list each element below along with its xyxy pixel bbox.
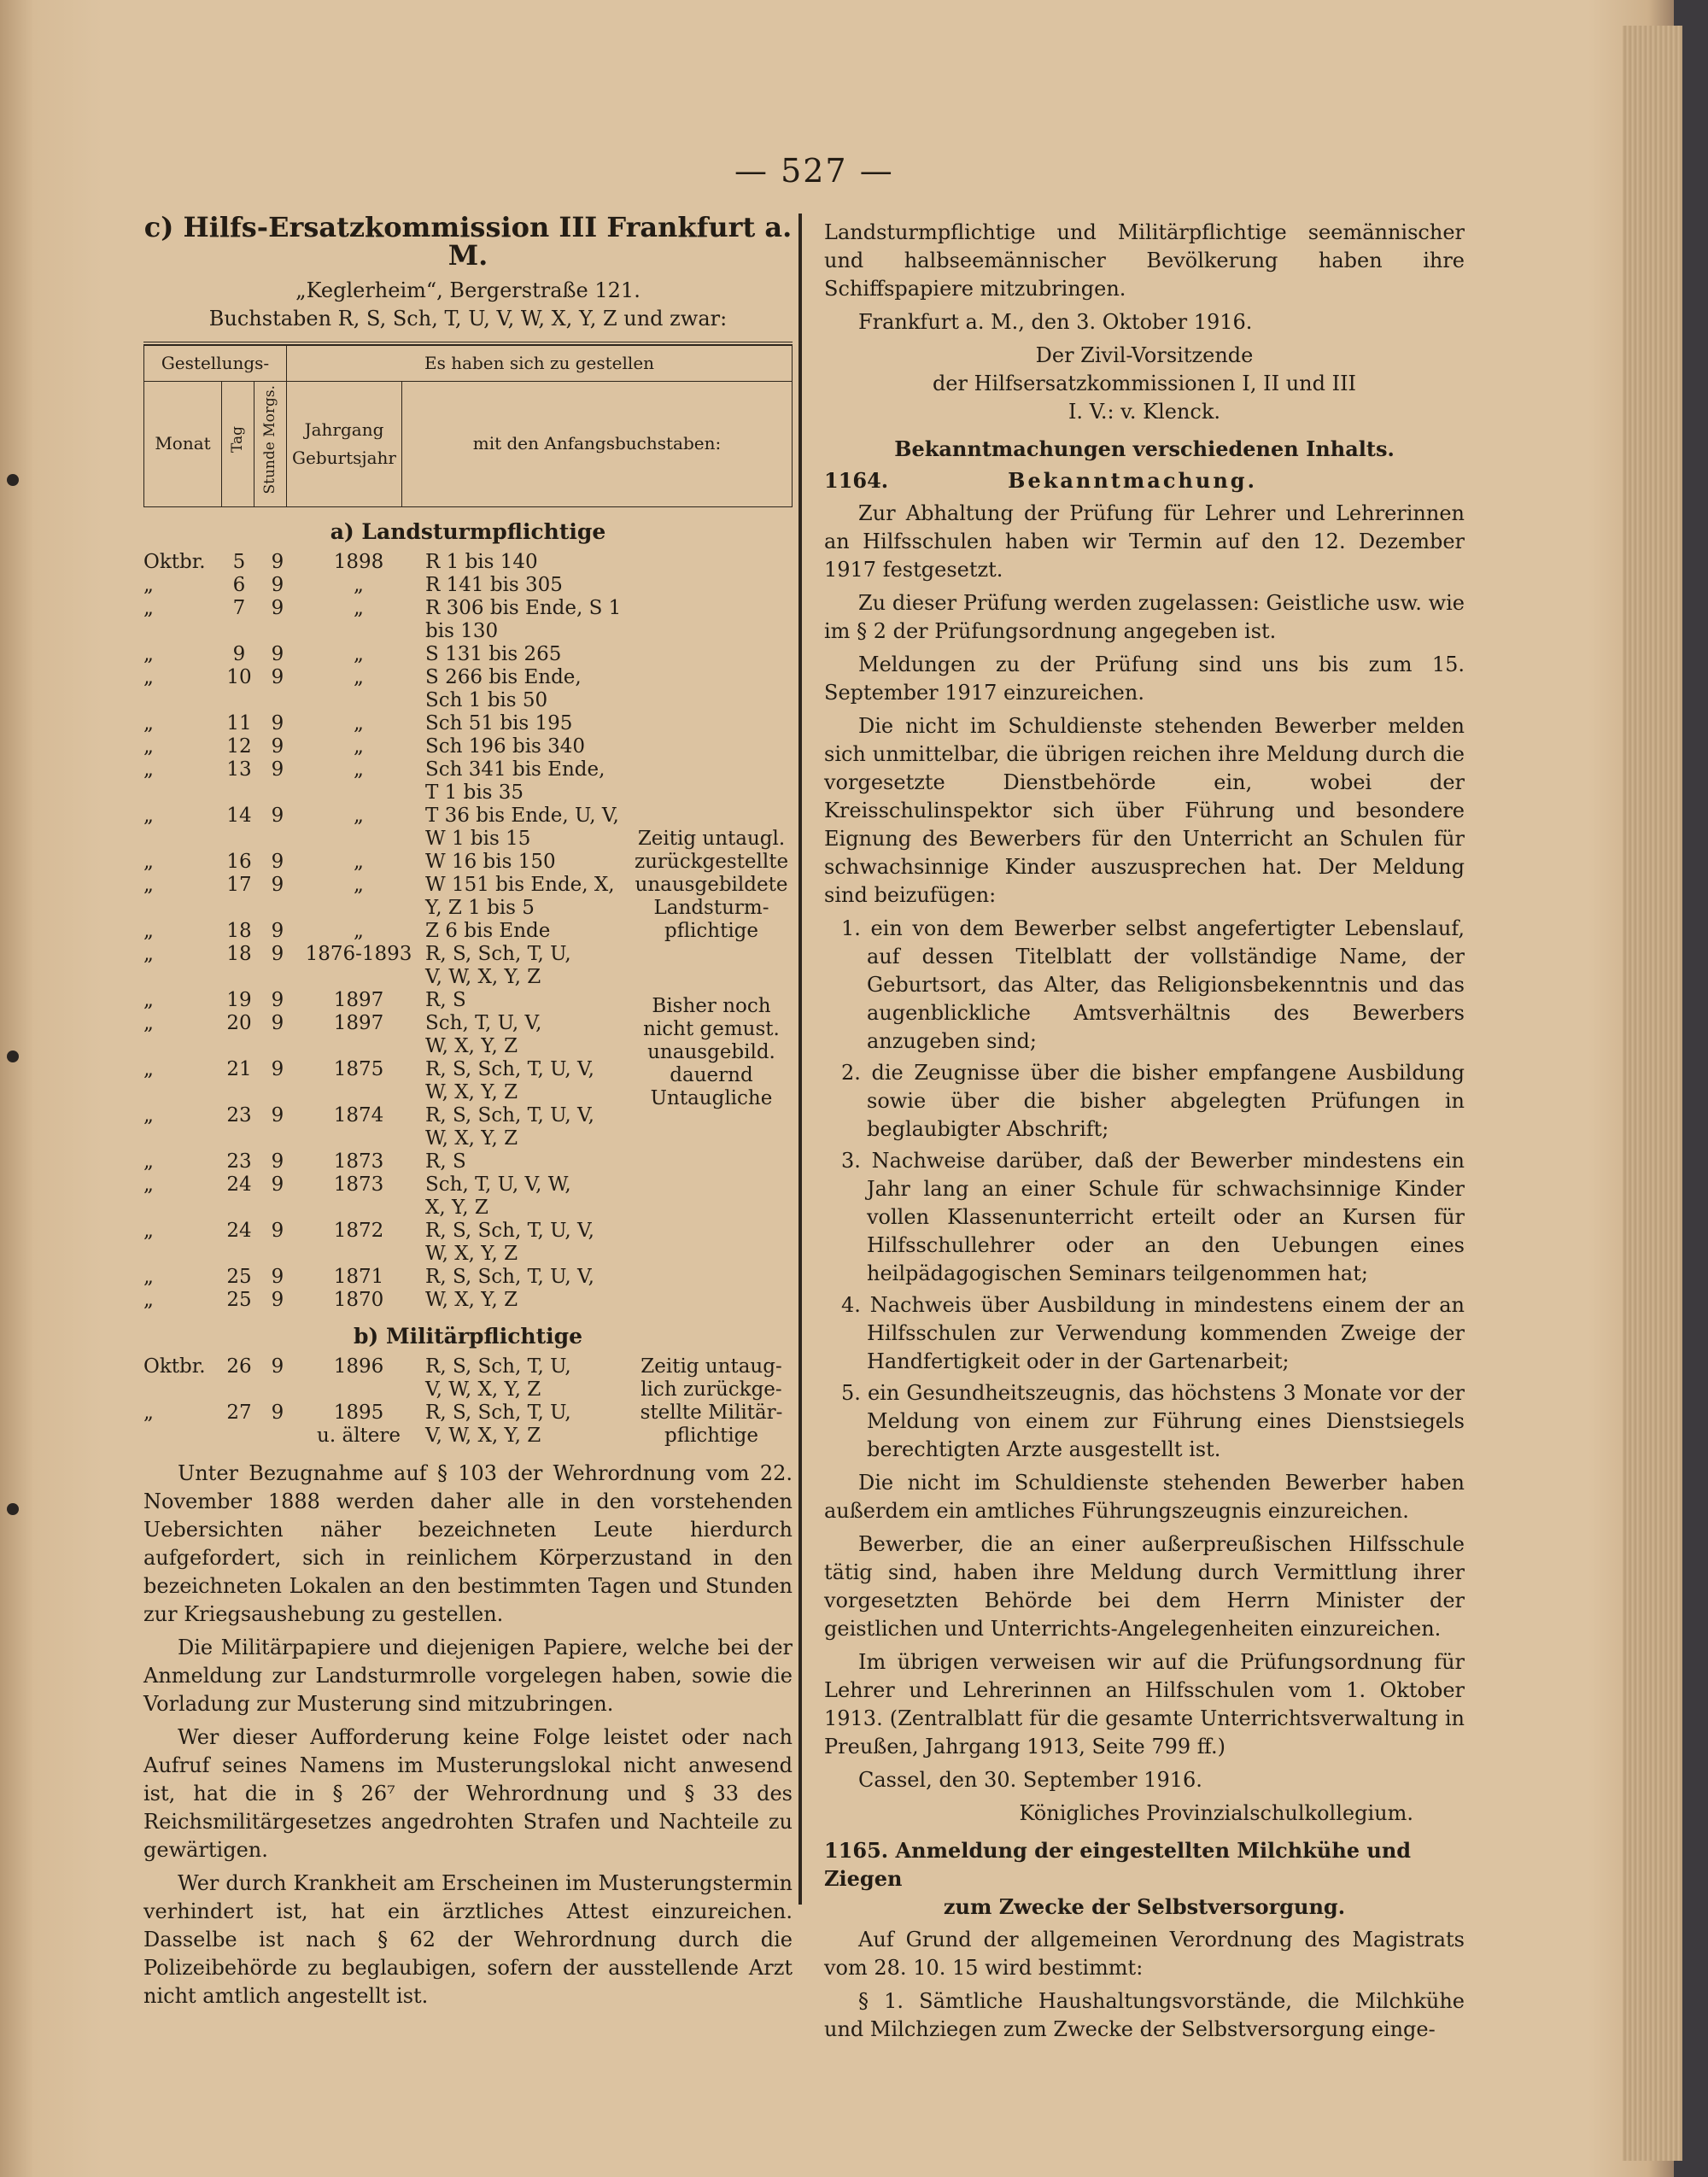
cell-monat: „ [143,942,154,965]
table-row [143,574,793,597]
signature-line: Königliches Provinzialschulkollegium. [1019,1801,1413,1825]
table-row [143,551,793,574]
paragraph: Auf Grund der allgemeinen Verordnung des Magistrats vom 28. 10. 15 wird bestimmt: [824,1928,1465,1980]
cell-jahrgang: u. ältere [317,1424,401,1447]
cell-monat [143,1378,222,1402]
list-item: 4. Nachweis über Ausbildung in mindestens einem der an Hilfsschulen zur Verwendung kommenden Zweige der Handfertigkeit oder in der Gartenarbeit; [841,1293,1465,1373]
cell-jahrgang: „ [354,711,364,734]
right-column [824,214,1465,2049]
cell-tag: 10 [226,665,252,688]
cell-jahrgang [299,1035,418,1058]
binding-hole [7,1503,19,1515]
paragraph: Die Militärpapiere und diejenigen Papiere, welche bei der Anmeldung zur Landsturmrolle vorgelegen haben, sowie die Vorladung zur Musterung sind mitzubringen. [143,1635,793,1716]
cell-monat: „ [143,596,154,619]
cell-stunde: 9 [271,804,284,827]
cell-buchstaben: T 36 bis Ende, U, V, W 1 bis 15 [425,804,619,850]
binding-hole [7,474,19,486]
column-divider [798,214,802,1905]
paragraph: Unter Bezugnahme auf § 103 der Wehrordnung vom 22. November 1888 werden daher alle in den vorstehenden Uebersichten näher bezeichneten Leute hierdurch aufgefordert, sich in reinlichem Körperzustand in den bezeichneten Lokalen an den bestimmten Tagen und Stunden zur Kriegsaushebung zu gestellen. [143,1460,793,1626]
page-number: — 527 — [734,152,894,190]
cell-tag [222,1425,256,1448]
cell-monat [143,1081,222,1104]
cell-jahrgang: „ [354,642,364,665]
subheading-militaer: b) Militärpflichtige [353,1323,583,1349]
table-row [143,1220,793,1243]
cell-buchstaben: R, S [425,988,466,1011]
notice-heading: 1165. Anmeldung der eingestellten Milchkühe und Ziegen [824,1838,1412,1891]
cell-jahrgang: 1873 [333,1173,384,1196]
cell-tag: 17 [226,873,252,896]
date-line: Cassel, den 30. September 1916. [858,1768,1202,1792]
address-line: „Keglerheim“, Bergerstraße 121. [295,278,640,302]
cell-buchstaben: R 141 bis 305 [425,573,563,596]
cell-tag: 12 [226,734,252,758]
cell-stunde: 9 [271,942,284,965]
cell-stunde [256,966,299,989]
cell-monat: „ [143,1219,154,1242]
cell-stunde: 9 [271,873,284,896]
cell-monat: „ [143,1265,154,1288]
list-item: 3. Nachweise darüber, daß der Bewerber mindestens ein Jahr lang an einer Schule für schwachsinnige Kinder vollen Klassenunterricht erteilt oder an Kursen für Hilfsschullehrer oder an den Uebungen eines heilpädagogischen Seminars teilgenommen hat; [841,1149,1465,1285]
cell-buchstaben: Sch 51 bis 195 [425,711,573,734]
cell-jahrgang: 1873 [333,1150,384,1173]
cell-jahrgang: „ [354,734,364,758]
table-row [143,643,793,666]
cell-tag [222,966,256,989]
cell-buchstaben: W, X, Y, Z [425,1127,518,1150]
cell-monat: „ [143,988,154,1011]
cell-tag [222,1035,256,1058]
table-row [143,1150,793,1173]
cell-monat [143,1197,222,1220]
cell-monat: „ [143,1173,154,1196]
header-monat: Monat [144,382,222,507]
cell-jahrgang: „ [354,919,364,942]
cell-buchstaben: R, S, Sch, T, U, [425,1401,571,1424]
notice-heading-cont: zum Zwecke der Selbstversorgung. [943,1894,1346,1919]
cell-buchstaben: Sch 341 bis Ende, T 1 bis 35 [425,758,605,804]
cell-stunde: 9 [271,1355,284,1378]
cell-jahrgang: „ [354,596,364,619]
cell-jahrgang: 1874 [333,1103,384,1127]
cell-tag: 13 [226,758,252,781]
table-row [143,1173,793,1197]
cell-jahrgang: 1897 [333,1011,384,1034]
cell-buchstaben: Sch, T, U, V, W, [425,1173,571,1196]
signature-line: der Hilfsersatzkommissionen I, II und III [932,372,1357,395]
cell-buchstaben: Sch, T, U, V, [425,1011,542,1034]
cell-monat: „ [143,573,154,596]
cell-jahrgang: 1875 [333,1057,384,1080]
table-row [143,597,793,643]
letters-line: Buchstaben R, S, Sch, T, U, V, W, X, Y, Z und zwar: [208,307,728,331]
cell-buchstaben: S 131 bis 265 [425,642,562,665]
cell-tag: 24 [226,1173,252,1196]
cell-jahrgang: „ [354,873,364,896]
cell-stunde: 9 [271,1057,284,1080]
cell-jahrgang [299,1243,418,1266]
table-rows-b [143,1355,793,1448]
cell-buchstaben: W, X, Y, Z [425,1034,518,1057]
cell-stunde: 9 [271,919,284,942]
cell-jahrgang [299,1127,418,1150]
cell-monat: „ [143,850,154,873]
cell-buchstaben: W, X, Y, Z [425,1080,518,1103]
cell-buchstaben: R, S, Sch, T, U, V, [425,1265,594,1288]
signature-line: I. V.: v. Klenck. [1068,400,1221,424]
paragraph: § 1. Sämtliche Haushaltungsvorstände, die Milchkühe und Milchziegen zum Zwecke der Selbstversorgung einge- [824,1989,1465,2041]
header-stunde: Stunde Morgs. [261,385,278,495]
cell-stunde: 9 [271,665,284,688]
cell-stunde: 9 [271,596,284,619]
cell-jahrgang: 1897 [333,988,384,1011]
cell-stunde [256,1081,299,1104]
cell-jahrgang: „ [354,804,364,827]
book-page-edges [1623,26,1682,2161]
table-rows-a [143,551,793,1312]
cell-jahrgang: „ [354,665,364,688]
cell-tag: 23 [226,1103,252,1127]
paragraph: Wer durch Krankheit am Erscheinen im Musterungstermin verhindert ist, hat ein ärztliches Attest einzureichen. Dasselbe ist nach § 62 der Wehrordnung durch die Polizeibehörde zu beglaubigen, sofern der ausstellende Arzt nicht amtlich angestellt ist. [143,1870,793,2008]
cell-buchstaben: V, W, X, Y, Z [425,1378,541,1401]
cell-jahrgang: 1895 [333,1401,384,1424]
table-row [143,1243,793,1266]
cell-tag [222,1197,256,1220]
cell-stunde: 9 [271,850,284,873]
cell-jahrgang: 1898 [333,550,384,573]
notice-title: Bekanntmachung. [1008,468,1257,493]
cell-tag: 24 [226,1219,252,1242]
cell-monat [143,966,222,989]
cell-jahrgang [299,1081,418,1104]
cell-stunde [256,1243,299,1266]
cell-monat: „ [143,758,154,781]
cell-jahrgang: 1876-1893 [305,942,412,965]
cell-jahrgang: 1872 [333,1219,384,1242]
cell-buchstaben: Sch 196 bis 340 [425,734,586,758]
cell-jahrgang: „ [354,850,364,873]
cell-monat: „ [143,1150,154,1173]
cell-stunde: 9 [271,1173,284,1196]
cell-tag: 25 [226,1288,252,1311]
cell-buchstaben: V, W, X, Y, Z [425,965,541,988]
cell-buchstaben: R 1 bis 140 [425,550,538,573]
cell-monat: „ [143,642,154,665]
table-row [143,666,793,712]
cell-tag: 19 [226,988,252,1011]
cell-monat: „ [143,804,154,827]
cell-buchstaben: W, X, Y, Z [425,1242,518,1265]
cell-tag: 11 [226,711,252,734]
cell-monat [143,1127,222,1150]
cell-tag: 26 [226,1355,252,1378]
cell-buchstaben: R 306 bis Ende, S 1 bis 130 [425,596,622,642]
cell-buchstaben: W 151 bis Ende, X, Y, Z 1 bis 5 [425,873,615,919]
cell-monat: „ [143,919,154,942]
list-item: 5. ein Gesundheitszeugnis, das höchstens 3 Monate vor der Meldung von einem zur Führung eines Dienstsiegels berechtigten Arzte ausgestellt ist. [841,1381,1465,1461]
cell-stunde: 9 [271,1288,284,1311]
cell-monat: „ [143,734,154,758]
cell-stunde [256,1378,299,1402]
paragraph: Zu dieser Prüfung werden zugelassen: Geistliche usw. wie im § 2 der Prüfungsordnung angegeben ist. [824,591,1465,643]
cell-buchstaben: R, S, Sch, T, U, [425,942,571,965]
cell-stunde: 9 [271,573,284,596]
cell-tag: 21 [226,1057,252,1080]
table-header [143,345,793,507]
cell-tag: 6 [232,573,246,596]
cell-jahrgang [299,966,418,989]
cell-monat: Oktbr. [143,1355,206,1378]
cell-jahrgang [299,1378,418,1402]
paragraph: Die nicht im Schuldienste stehenden Bewerber melden sich unmittelbar, die übrigen reichen ihre Meldung durch die vorgesetzte Dienstbehörde ein, wobei der Kreisschulinspektor sich über Führung und besondere Eignung des Bewerbers für den Unterricht an Schulen für schwachsinnige Kinder auszusprechen hat. Der Meldung sind beizufügen: [824,714,1465,907]
list-item: 1. ein von dem Bewerber selbst angefertigter Lebenslauf, auf dessen Titelblatt der vollständige Name, der Geburtsort, das Alter, das Religionsbekenntnis und das augenblickliche Amtsverhältnis des Bewerbers anzugeben sind; [841,916,1465,1053]
cell-tag: 16 [226,850,252,873]
paragraph: Im übrigen verweisen wir auf die Prüfungsordnung für Lehrer und Lehrerinnen an Hilfsschulen vom 1. Oktober 1913. (Zentralblatt für die gesamte Unterrichtsverwaltung in Preußen, Jahrgang 1913, Seite 799 ff.) [824,1650,1465,1759]
cell-tag: 18 [226,942,252,965]
cell-monat: Oktbr. [143,550,206,573]
cell-tag: 9 [232,642,246,665]
cell-buchstaben: W 16 bis 150 [425,850,556,873]
table-row [143,1197,793,1220]
cell-stunde: 9 [271,1265,284,1288]
cell-stunde: 9 [271,1103,284,1127]
table-row [143,758,793,805]
cell-stunde: 9 [271,1150,284,1173]
cell-jahrgang [299,1197,418,1220]
cell-monat [143,1425,222,1448]
cell-buchstaben: R, S, Sch, T, U, V, [425,1057,594,1080]
paragraph: Meldungen zu der Prüfung sind uns bis zum 15. September 1917 einzureichen. [824,653,1465,705]
cell-tag [222,1378,256,1402]
bracket-note: Zeitig untaugl. zurückgestellte unausgebildete Landsturm-pflichtige [635,827,789,942]
cell-stunde: 9 [271,758,284,781]
cell-stunde: 9 [271,1219,284,1242]
cell-monat: „ [143,1011,154,1034]
cell-monat [143,1243,222,1266]
cell-buchstaben: R, S, Sch, T, U, V, [425,1103,594,1127]
cell-stunde: 9 [271,1401,284,1424]
paragraph: Wer dieser Aufforderung keine Folge leistet oder nach Aufruf seines Namens im Musterungslokal nicht anwesend ist, hat die in § 26⁷ der Wehrordnung und § 33 des Reichsmilitärgesetzes angedrohten Strafen und Nachteile zu gewärtigen. [143,1724,793,1862]
cell-buchstaben: Z 6 bis Ende [425,919,551,942]
cell-stunde: 9 [271,642,284,665]
cell-monat: „ [143,1103,154,1127]
cell-tag [222,1243,256,1266]
cell-tag: 14 [226,804,252,827]
cell-jahrgang: 1870 [333,1288,384,1311]
paragraph: Bewerber, die an einer außerpreußischen Hilfsschule tätig sind, haben ihre Meldung durch Vermittlung ihrer vorgesetzten Behörde bei dem Herrn Minister der geistlichen und Unterrichts-Angelegenheiten einzureichen. [824,1532,1465,1641]
section-title: c) Hilfs-Ersatzkommission III Frankfurt a. M. [143,211,793,272]
cell-buchstaben: R, S, Sch, T, U, V, [425,1219,594,1242]
binding-hole [7,1050,19,1062]
cell-jahrgang: 1871 [333,1265,384,1288]
cell-stunde [256,1035,299,1058]
cell-buchstaben: X, Y, Z [425,1196,488,1219]
table-row [143,712,793,735]
table-row [143,1289,793,1312]
header-gestellungs: Gestellungs- [144,346,287,382]
cell-tag: 20 [226,1011,252,1034]
cell-monat: „ [143,665,154,688]
header-es-haben: Es haben sich zu gestellen [287,346,793,382]
cell-jahrgang: „ [354,758,364,781]
cell-stunde [256,1425,299,1448]
bracket-note: Zeitig untaug-lich zurückge-stellte Militär-pflichtige [640,1355,783,1447]
cell-stunde: 9 [271,550,284,573]
paragraph: Zur Abhaltung der Prüfung für Lehrer und Lehrerinnen an Hilfsschulen haben wir Termin auf den 12. Dezember 1917 festgesetzt. [824,501,1465,582]
cell-tag [222,1081,256,1104]
cell-stunde: 9 [271,711,284,734]
cell-buchstaben: S 266 bis Ende, Sch 1 bis 50 [425,665,582,711]
header-jahrgang: Jahrgang Geburtsjahr [287,382,402,507]
cell-buchstaben: R, S [425,1150,466,1173]
cell-buchstaben: W, X, Y, Z [425,1288,518,1311]
cell-buchstaben: V, W, X, Y, Z [425,1424,541,1447]
list-item: 2. die Zeugnisse über die bisher empfangene Ausbildung sowie über die bisher abgelegten Prüfungen in beglaubigter Abschrift; [841,1061,1465,1141]
cell-stunde: 9 [271,1011,284,1034]
cell-monat [143,1035,222,1058]
cell-stunde [256,1127,299,1150]
cell-monat: „ [143,1401,154,1424]
header-tag: Tag [229,426,246,454]
table-row [143,735,793,758]
bracket-note: Bisher noch nicht gemust. unausgebild. dauernd Untaugliche [643,994,780,1109]
paragraph: Die nicht im Schuldienste stehenden Bewerber haben außerdem ein amtliches Führungszeugnis einzureichen. [824,1471,1465,1523]
cell-monat: „ [143,873,154,896]
cell-tag [222,1127,256,1150]
notice-number: 1164. [824,468,889,493]
paragraph: Landsturmpflichtige und Militärpflichtige seemännischer und halbseemännischer Bevölkerung haben ihre Schiffspapiere mitzubringen. [824,220,1465,301]
cell-tag: 18 [226,919,252,942]
table-row [143,943,793,966]
cell-stunde [256,1197,299,1220]
table-row [143,1127,793,1150]
cell-monat: „ [143,1057,154,1080]
signature-line: Der Zivil-Vorsitzende [1035,343,1254,367]
cell-tag: 7 [232,596,246,619]
table-row [143,1266,793,1289]
header-anfang: mit den Anfangsbuchstaben: [402,382,793,507]
cell-buchstaben: R, S, Sch, T, U, [425,1355,571,1378]
left-column [143,211,793,2016]
cell-stunde: 9 [271,734,284,758]
cell-tag: 27 [226,1401,252,1424]
cell-monat: „ [143,711,154,734]
cell-jahrgang: 1896 [333,1355,384,1378]
cell-tag: 5 [232,550,246,573]
table-row [143,966,793,989]
cell-jahrgang: „ [354,573,364,596]
section-heading: Bekanntmachungen verschiedenen Inhalts. [894,436,1395,461]
subheading-landsturm: a) Landsturmpflichtige [330,518,606,544]
cell-tag: 25 [226,1265,252,1288]
cell-monat: „ [143,1288,154,1311]
cell-stunde: 9 [271,988,284,1011]
date-line: Frankfurt a. M., den 3. Oktober 1916. [858,310,1253,334]
cell-tag: 23 [226,1150,252,1173]
